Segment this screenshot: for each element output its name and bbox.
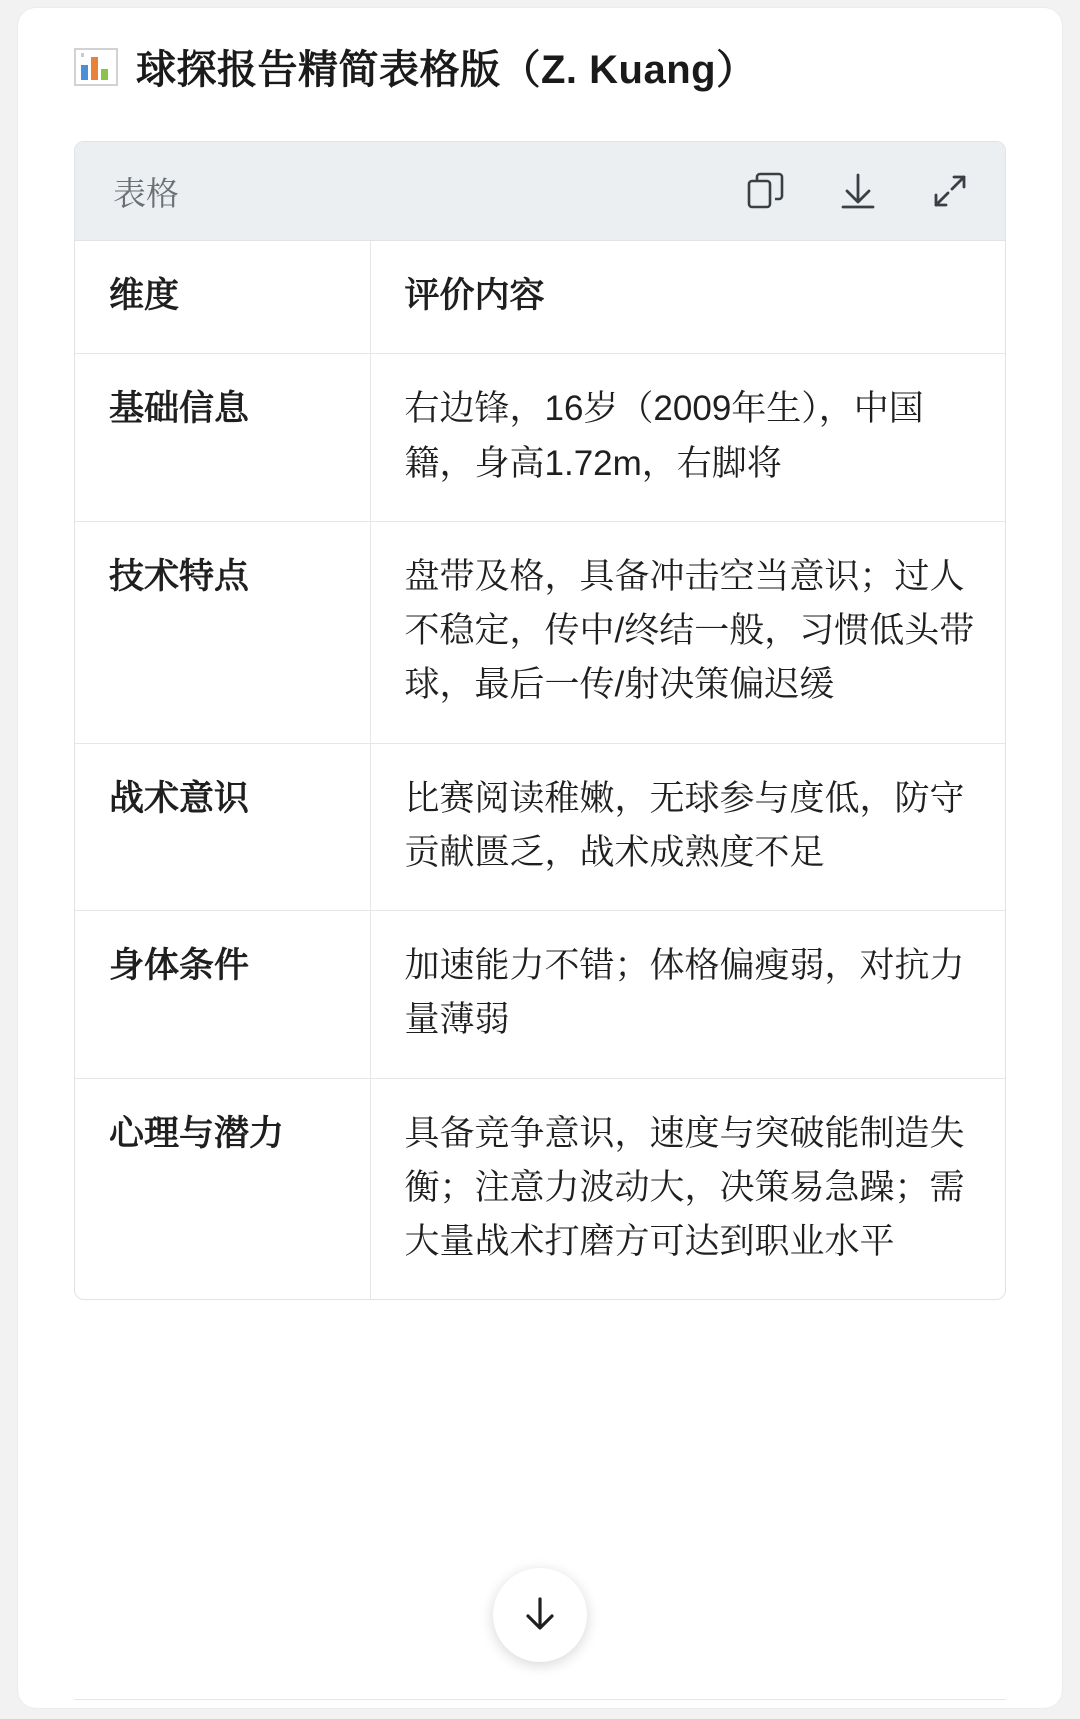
table-card-header [75,142,1005,241]
table-row [75,911,1005,1079]
table-cell-content: 加速能力不错；体格偏瘦弱，对抗力量薄弱 [370,911,1005,1079]
table-cell-content: 右边锋，16岁（2009年生），中国籍，身高1.72m，右脚将 [370,354,1005,522]
table-card-actions [745,170,971,212]
table-cell-dimension: 技术特点 [75,521,370,743]
table-row [75,521,1005,743]
divider [74,1699,1006,1700]
table-header-row [75,241,1005,354]
page-title [18,8,1062,95]
table-cell-content: 具备竞争意识，速度与突破能制造失衡；注意力波动大，决策易急躁；需大量战术打磨方可达到职业水平 [370,1078,1005,1299]
table-card-label: 表格 [113,174,179,212]
table-row [75,354,1005,522]
table-cell-dimension: 心理与潜力 [75,1078,370,1299]
table-row [75,743,1005,911]
scroll-down-button[interactable] [493,1568,587,1662]
arrow-down-icon [517,1590,563,1641]
table-header-content: 评价内容 [404,276,545,315]
table-cell-content: 盘带及格，具备冲击空当意识；过人不稳定，传中/终结一般，习惯低头带球，最后一传/射决策偏迟缓 [370,521,1005,743]
table-header-dimension: 维度 [75,241,370,354]
bar-chart-icon [74,45,118,89]
table-card [74,141,1006,1300]
copy-icon[interactable] [745,170,787,212]
document-page [18,8,1062,1708]
table-cell-dimension: 战术意识 [75,743,370,911]
page-title-text: 球探报告精简表格版（Z. Kuang） [136,48,757,92]
expand-icon[interactable] [929,170,971,212]
download-icon[interactable] [837,170,879,212]
table-cell-content: 比赛阅读稚嫩，无球参与度低，防守贡献匮乏，战术成熟度不足 [370,743,1005,911]
table-row [75,1078,1005,1299]
scout-report-table [75,241,1005,1299]
table-cell-dimension: 基础信息 [75,354,370,522]
table-cell-dimension: 身体条件 [75,911,370,1079]
